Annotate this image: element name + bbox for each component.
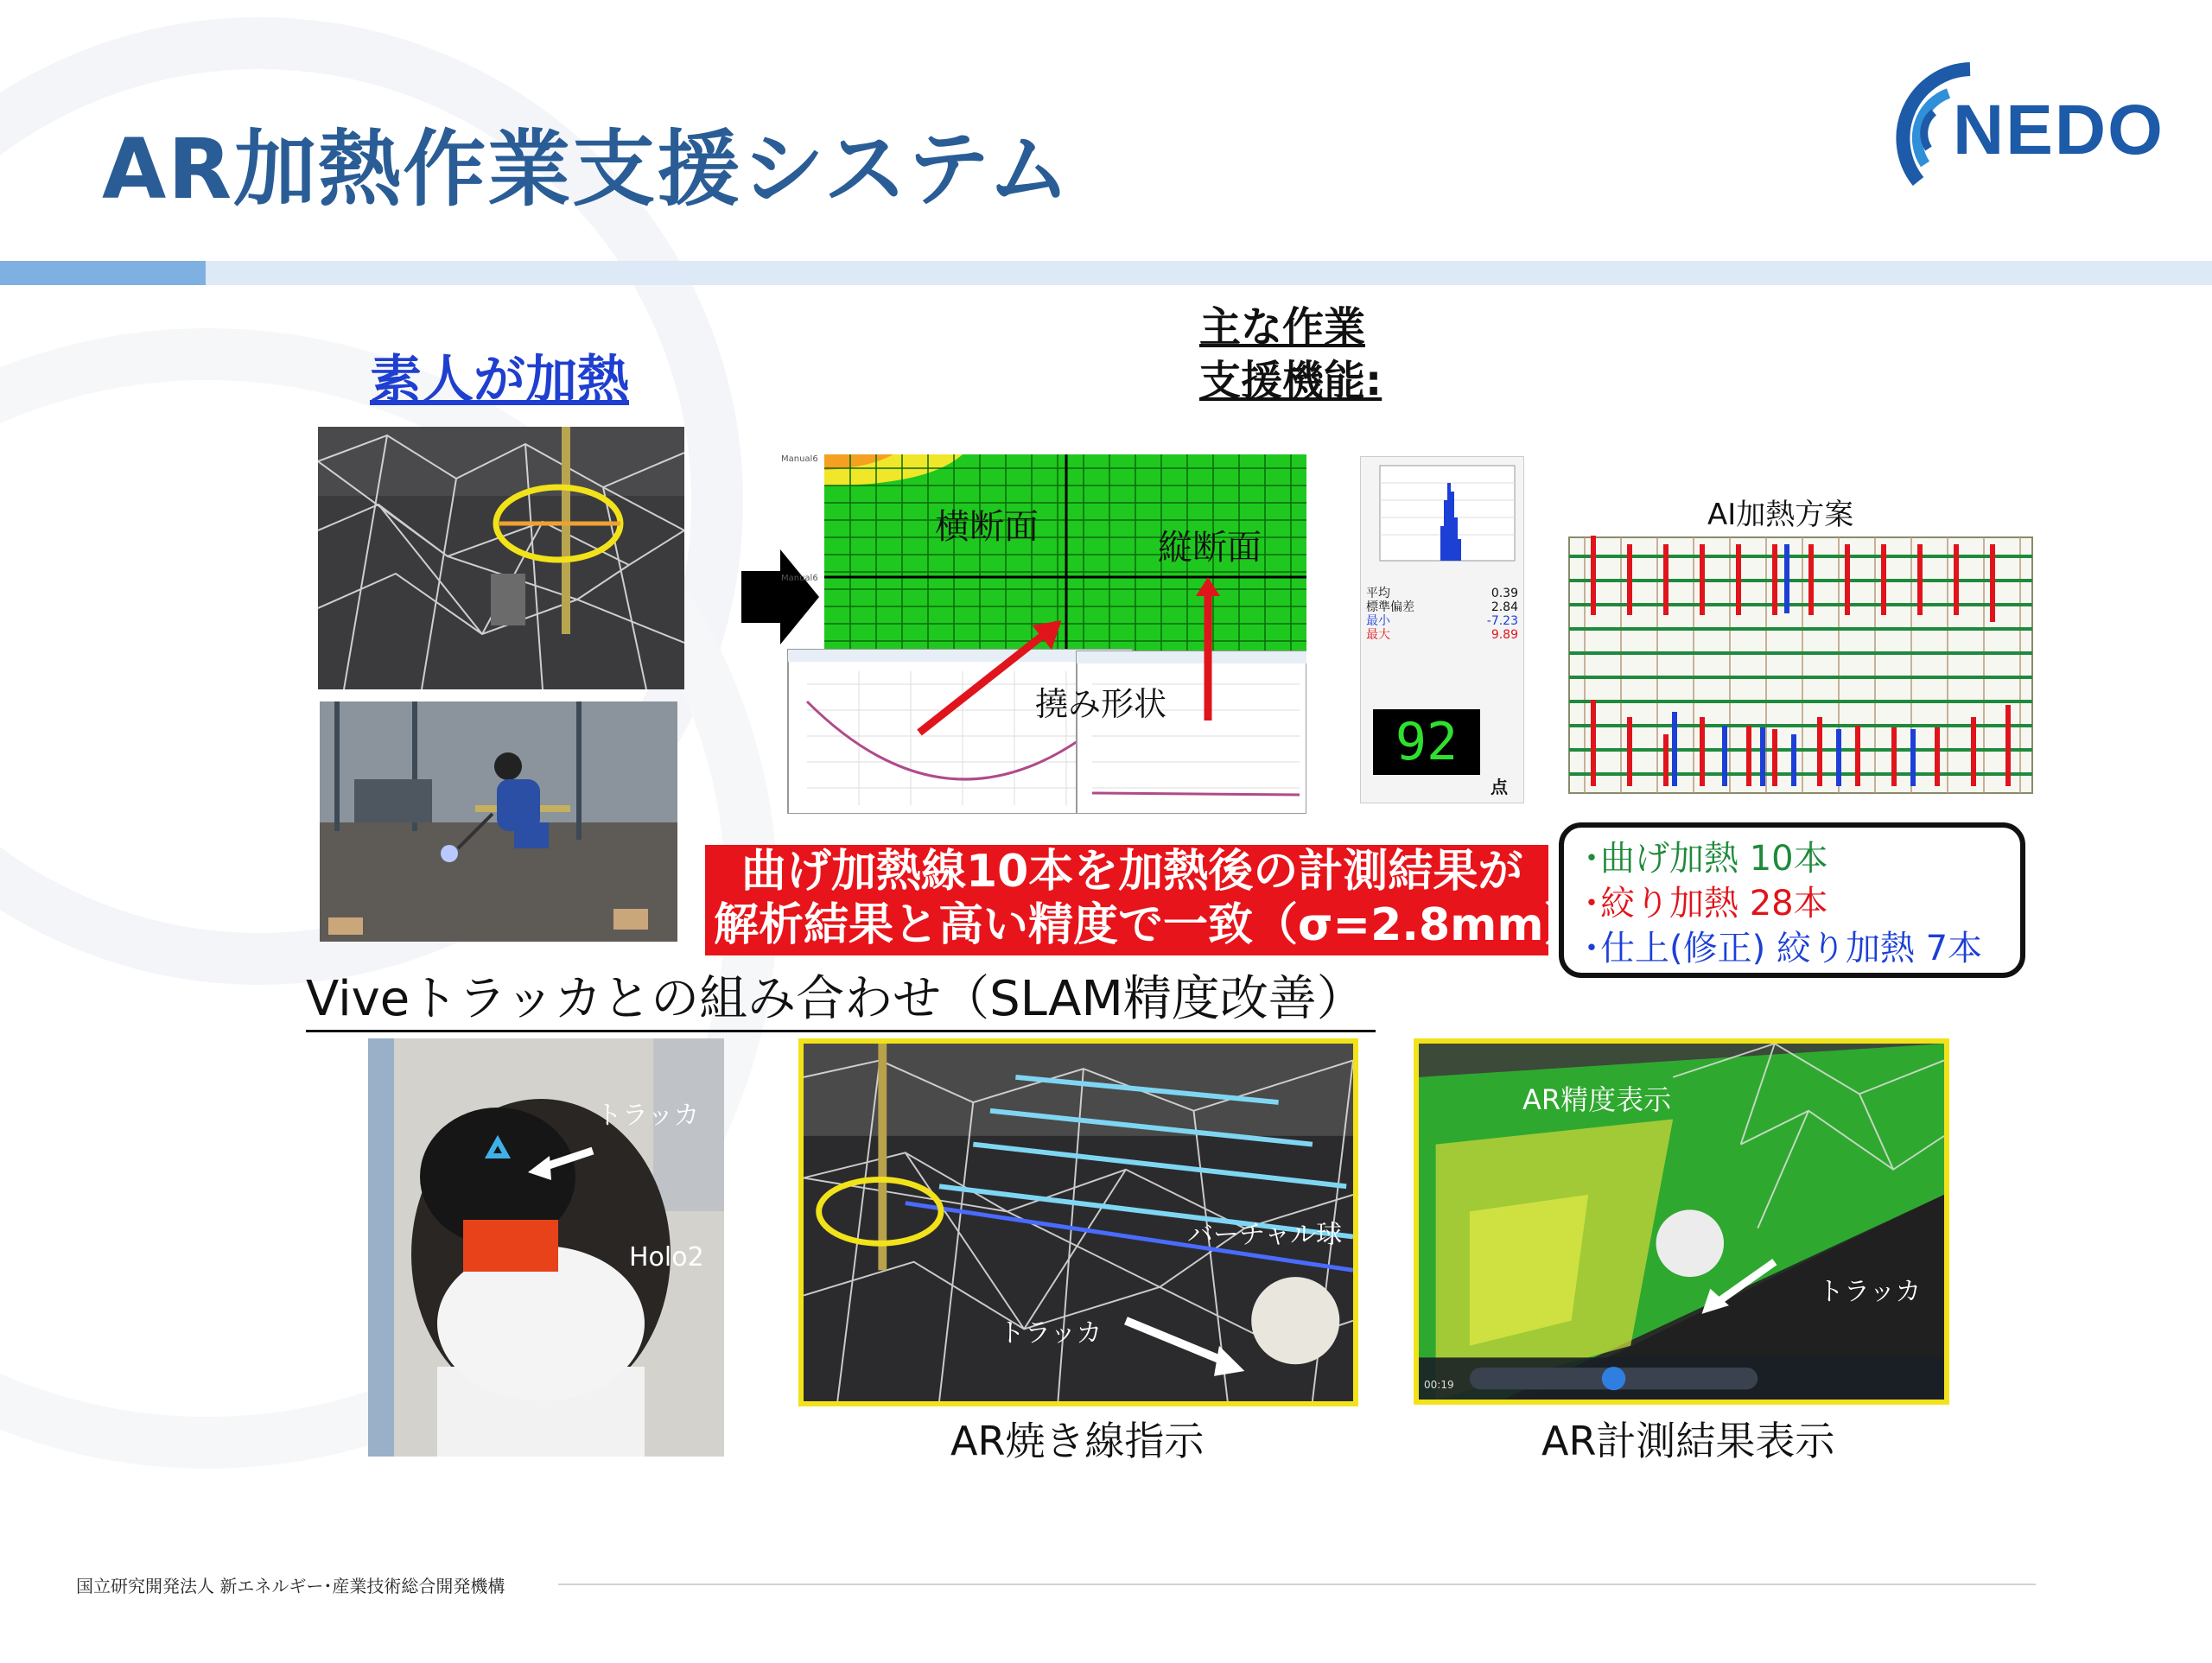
logo-text: NEDO	[1953, 91, 2164, 169]
tracker-label: トラッカ	[596, 1101, 700, 1131]
holo2-label: Holo2	[629, 1242, 704, 1273]
functions-heading-line2: 支援機能:	[1199, 357, 1382, 405]
stat-value: 2.84	[1491, 600, 1518, 614]
functions-heading-line1: 主な作業	[1199, 303, 1366, 352]
stat-label: 標準偏差	[1366, 600, 1414, 614]
play-button[interactable]	[1605, 1375, 1630, 1400]
ar-accuracy-label: AR精度表示	[1522, 1083, 1672, 1116]
page-title: AR加熱作業支援システム	[102, 121, 1072, 218]
result-banner-line1: 曲げ加熱線10本を加熱後の計測結果が	[741, 846, 1523, 898]
result-banner	[705, 845, 1589, 955]
svg-text:Manual6: Manual6	[781, 574, 818, 583]
heating-count-legend	[1559, 822, 2025, 978]
cross-section-label: 横断面	[935, 507, 1039, 547]
svg-text:Manual6: Manual6	[781, 454, 818, 464]
ar-line-instruction-view	[798, 1038, 1358, 1406]
deflection-shape-label: 撓み形状	[1035, 685, 1167, 723]
stat-value: 9.89	[1491, 628, 1518, 642]
stat-value: -7.23	[1486, 614, 1518, 628]
accuracy-stats-panel	[1360, 456, 1524, 803]
header-band-accent	[0, 261, 206, 285]
analysis-contour-map	[781, 451, 1306, 814]
header-band	[0, 261, 2212, 285]
footer-org-name: 国立研究開発法人 新エネルギー･産業技術総合開発機構	[76, 1576, 505, 1596]
virtual-ball-label: バーチャル球	[1187, 1220, 1343, 1250]
stat-label: 最大	[1366, 628, 1390, 642]
stat-label: 平均	[1366, 587, 1390, 600]
ar-line-instruction-caption: AR焼き線指示	[950, 1418, 1205, 1464]
tracker-label: トラッカ	[999, 1318, 1103, 1349]
legend-shrinking: ･絞り加熱 28本	[1583, 884, 1828, 924]
score-display: 92	[1373, 709, 1480, 775]
result-banner-line2: 解析結果と高い精度で一致（σ=2.8mm）	[714, 899, 1589, 951]
amateur-heading: 素人が加熱	[370, 350, 629, 410]
footer-divider	[558, 1584, 2036, 1585]
tracker-label: トラッカ	[1818, 1277, 1922, 1307]
worker-heating-photo	[320, 701, 677, 942]
headset-tracker-photo	[368, 1038, 724, 1457]
nedo-logo	[1866, 52, 2177, 199]
legend-bending: ･曲げ加熱 10本	[1583, 839, 1828, 879]
stat-value: 0.39	[1491, 587, 1518, 600]
stat-label: 最小	[1366, 614, 1390, 628]
ar-measurement-caption: AR計測結果表示	[1541, 1418, 1835, 1464]
legend-finishing: ･仕上(修正) 絞り加熱 7本	[1583, 929, 1983, 968]
ai-heating-plan-diagram	[1567, 536, 2034, 795]
video-time: 00:19	[1424, 1379, 1454, 1391]
ai-plan-title: AI加熱方案	[1707, 498, 1854, 532]
vive-heading: Viveトラッカとの組み合わせ（SLAM精度改善）	[306, 969, 1376, 1032]
score-unit: 点	[1491, 777, 1508, 797]
longitudinal-section-label: 縦断面	[1158, 528, 1262, 568]
ar-accuracy-view	[1414, 1038, 1949, 1405]
ar-mesh-photo	[318, 427, 684, 689]
